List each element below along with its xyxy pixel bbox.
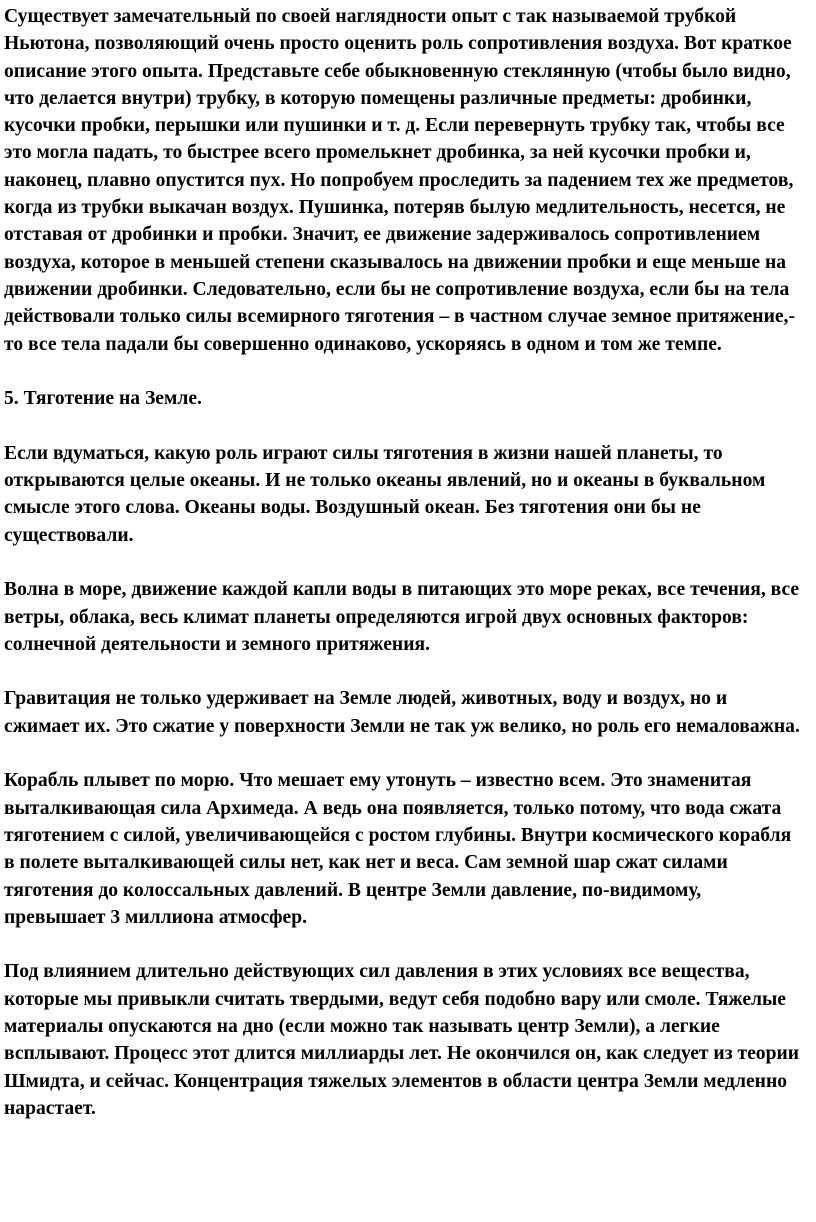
section-heading: 5. Тяготение на Земле. bbox=[4, 388, 202, 410]
paragraph-pressure: Под влиянием длительно действующих сил давления в этих условиях все вещества, которые мы привыкли считать твердыми, ведут себя подобно вару или смоле. Тяжелые материалы опускаются на дно (если можно так называть центр Земли), а легкие всплывают. Процесс этот длится миллиарды лет. Не окончился он, как следует из теории Шмидта, и сейчас. Концентрация тяжелых элементов в области центра Земли медленно нарастает. bbox=[4, 961, 800, 1119]
paragraph-ship: Корабль плывет по морю. Что мешает ему утонуть – известно всем. Это знаменитая выталкивающая сила Архимеда. А ведь она появляется, только потому, что вода сжата тяготением с силой, увеличивающейся с ростом глубины. Внутри космического корабля в полете выталкивающей силы нет, как нет и веса. Сам земной шар сжат силами тяготения до колоссальных давлений. В центре Земли давление, по-видимому, превышает 3 миллиона атмосфер. bbox=[4, 770, 792, 928]
paragraph-newton-tube: Существует замечательный по своей наглядности опыт с так называемой трубкой Ньютона, позволяющий очень просто оценить роль сопротивления воздуха. Вот краткое описание этого опыта. Представьте себе обыкновенную стеклянную (чтобы было видно, что делается внутри) трубку, в которую помещены различные предметы: дробинки, кусочки пробки, перышки или пушинки и т. д. Если перевернуть трубку так, чтобы все это могла падать, то быстрее всего промелькнет дробинка, за ней кусочки пробки и, наконец, плавно опустится пух. Но попробуем проследить за падением тех же предметов, когда из трубки выкачан воздух. Пушинка, потеряв былую медлительность, несется, не отставая от дробинки и пробки. Значит, ее движение задерживалось сопротивлением воздуха, которое в меньшей степени сказывалось на движении пробки и еще меньше на движении дробинки. Следовательно, если бы не сопротивление воздуха, если бы на тела действовали только силы всемирного тяготения – в частном случае земное притяжение,- то все тела падали бы совершенно одинаково, ускоряясь в одном и том же темпе. bbox=[4, 6, 795, 355]
paragraph-gravitation: Гравитация не только удерживает на Земле людей, животных, воду и воздух, но и сжимает их. Это сжатие у поверхности Земли не так уж велико, но роль его немаловажна. bbox=[4, 688, 800, 737]
paragraph-oceans: Если вдуматься, какую роль играют силы тяготения в жизни нашей планеты, то открываются целые океаны. И не только океаны явлений, но и океаны в буквальном смысле этого слова. Океаны воды. Воздушный океан. Без тяготения они бы не существовали. bbox=[4, 442, 766, 546]
paragraph-wave: Волна в море, движение каждой капли воды в питающих это море реках, все течения, все ветры, облака, весь климат планеты определяются игрой двух основных факторов: солнечной деятельности и земного притяжения. bbox=[4, 579, 800, 655]
